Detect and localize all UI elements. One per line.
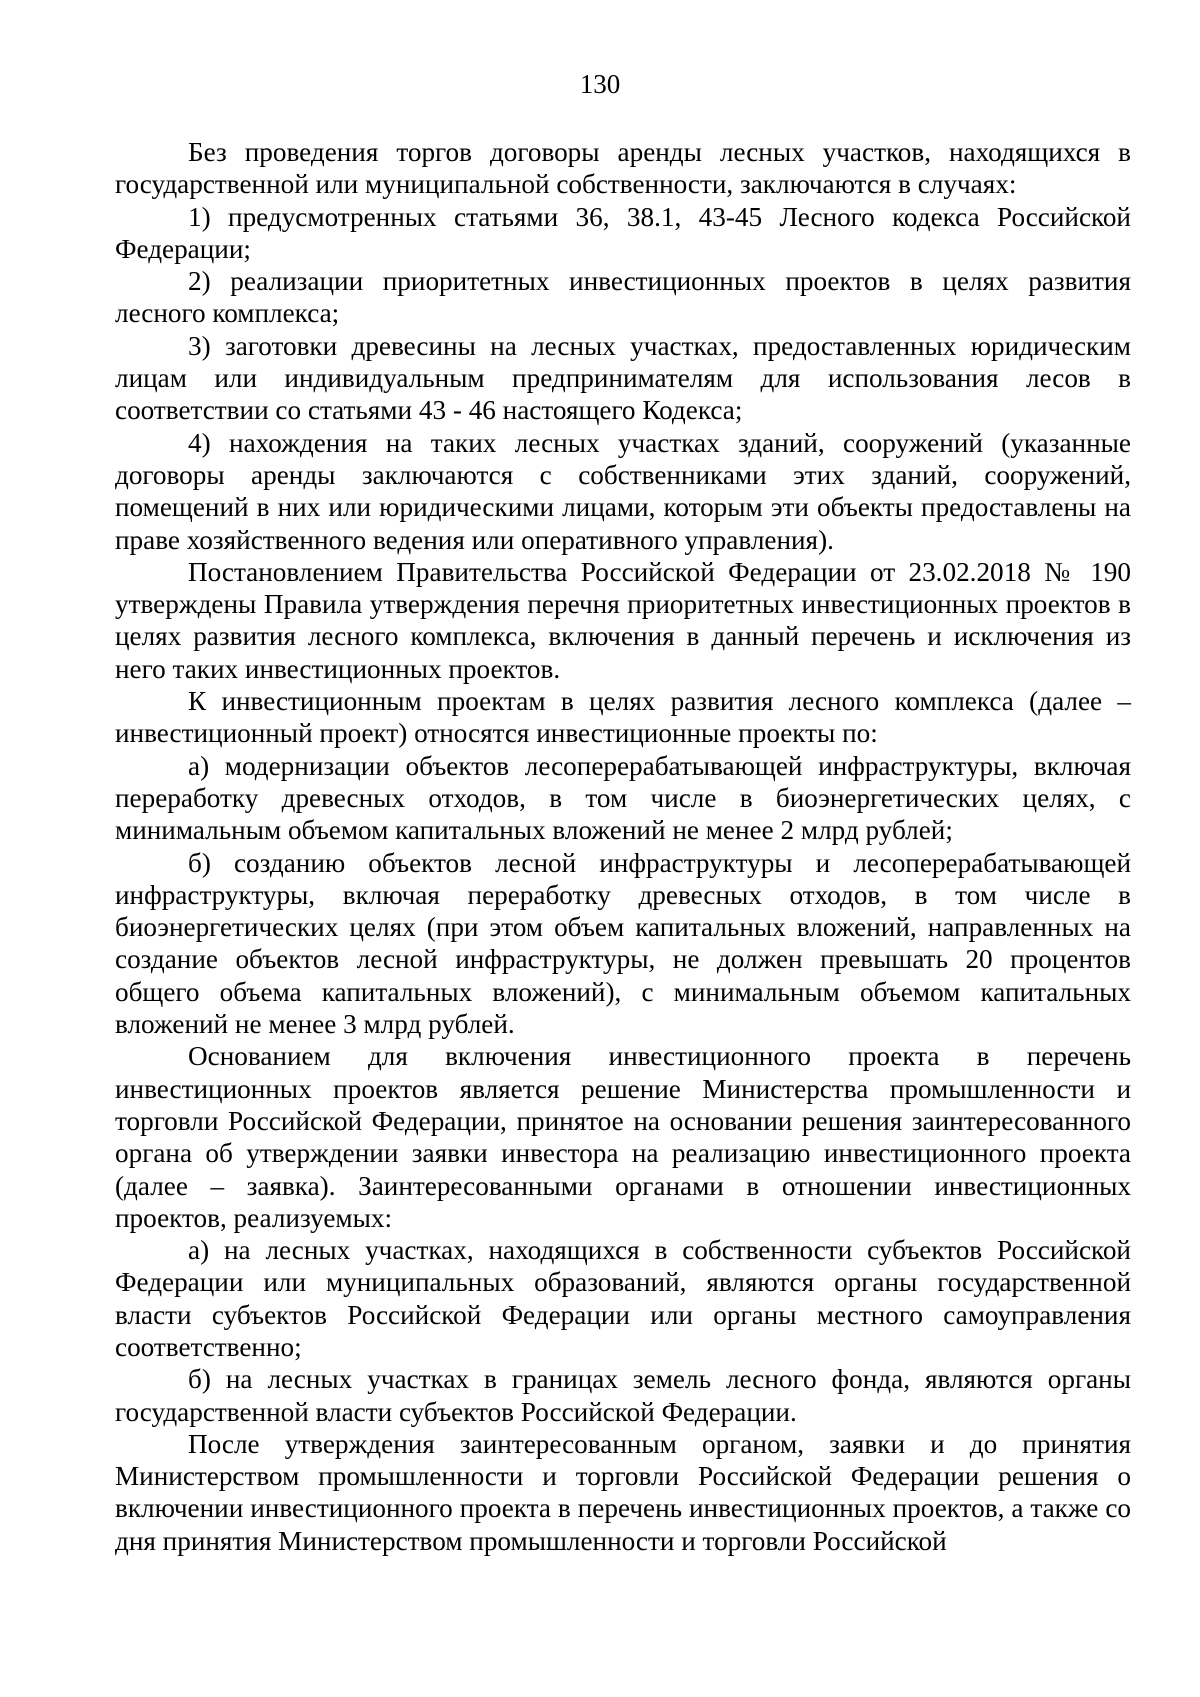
paragraph: 2) реализации приоритетных инвестиционных проектов в целях развития лесного комплекса; <box>115 266 1131 329</box>
paragraph: Без проведения торгов договоры аренды лесных участков, находящихся в государственной или муниципальной собственности, заключаются в случаях: <box>115 137 1131 200</box>
document-body <box>115 136 1131 1557</box>
paragraph: 1) предусмотренных статьями 36, 38.1, 43-45 Лесного кодекса Российской Федерации; <box>115 201 1131 264</box>
paragraph: Постановлением Правительства Российской Федерации от 23.02.2018 № 190 утверждены Правила утверждения перечня приоритетных инвестиционных проектов в целях развития лесного комплекса, включения в данный перечень и исключения из него таких инвестиционных проектов. <box>115 556 1131 684</box>
page-number: 130 <box>579 69 621 99</box>
paragraph: После утверждения заинтересованным органом, заявки и до принятия Министерством промышленности и торговли Российской Федерации решения о включении инвестиционного проекта в перечень инвестиционных проектов, а также со дня принятия Министерством промышленности и торговли Российской <box>115 1428 1131 1556</box>
paragraph: а) на лесных участках, находящихся в собственности субъектов Российской Федерации или муниципальных образований, являются органы государственной власти субъектов Российской Федерации или органы местного самоуправления соответственно; <box>115 1235 1131 1362</box>
paragraph: б) созданию объектов лесной инфраструктуры и лесоперерабатывающей инфраструктуры, включая переработку древесных отходов, в том числе в биоэнергетических целях (при этом объем капитальных вложений, направленных на создание объектов лесной инфраструктуры, не должен превышать 20 процентов общего объема капитальных вложений), с минимальным объемом капитальных вложений не менее 3 млрд рублей. <box>115 847 1131 1040</box>
paragraph: 3) заготовки древесины на лесных участках, предоставленных юридическим лицам или индивидуальным предпринимателям для использования лесов в соответствии со статьями 43 - 46 настоящего Кодекса; <box>115 330 1131 426</box>
paragraph: К инвестиционным проектам в целях развития лесного комплекса (далее – инвестиционный проект) относятся инвестиционные проекты по: <box>115 686 1131 749</box>
paragraph: 4) нахождения на таких лесных участках зданий, сооружений (указанные договоры аренды заключаются с собственниками этих зданий, сооружений, помещений в них или юридическими лицами, которым эти объекты предоставлены на праве хозяйственного ведения или оперативного управления). <box>115 427 1131 555</box>
paragraph: Основанием для включения инвестиционного проекта в перечень инвестиционных проектов является решение Министерства промышленности и торговли Российской Федерации, принятое на основании решения заинтересованного органа об утверждении заявки инвестора на реализацию инвестиционного проекта (далее – заявка). Заинтересованными органами в отношении инвестиционных проектов, реализуемых: <box>115 1041 1131 1233</box>
paragraph: б) на лесных участках в границах земель лесного фонда, являются органы государственной власти субъектов Российской Федерации. <box>115 1364 1131 1427</box>
paragraph: а) модернизации объектов лесоперерабатывающей инфраструктуры, включая переработку древесных отходов, в том числе в биоэнергетических целях, с минимальным объемом капитальных вложений не менее 2 млрд рублей; <box>115 750 1131 846</box>
